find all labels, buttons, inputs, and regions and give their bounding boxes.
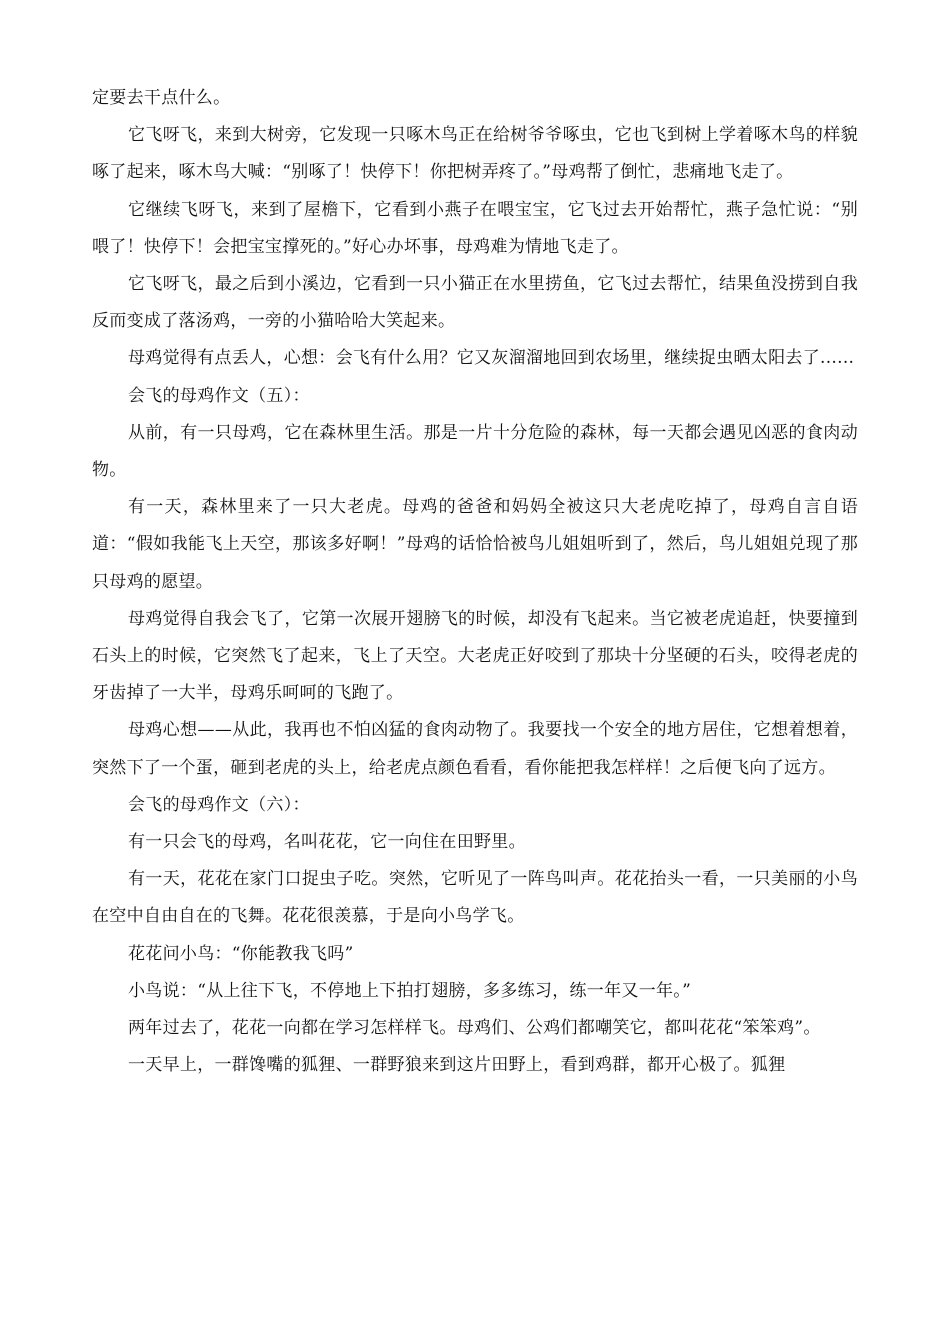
paragraph: 从前，有一只母鸡，它在森林里生活。那是一片十分危险的森林，每一天都会遇见凶恶的食肉动物。 [92,422,858,481]
paragraph: 有一天，花花在家门口捉虫子吃。突然，它听见了一阵鸟叫声。花花抬头一看，一只美丽的小鸟在空中自由自在的飞舞。花花很羡慕，于是向小鸟学飞。 [92,869,858,927]
section-heading: 会飞的母鸡作文（五）： [128,385,310,406]
document-page [92,80,858,1084]
paragraph: 母鸡心想——从此，我再也不怕凶猛的食肉动物了。我要找一个安全的地方居住，它想着想着，突然下了一个蛋，砸到老虎的头上，给老虎点颜色看看，看你能把我怎样样！之后便飞向了远方。 [92,720,858,778]
paragraph: 有一只会飞的母鸡，名叫花花，它一向住在田野里。 [128,832,526,853]
paragraph: 它飞呀飞，来到大树旁，它发现一只啄木鸟正在给树爷爷啄虫，它也飞到树上学着啄木鸟的样貌啄了起来，啄木鸟大喊：“别啄了！快停下！你把树弄疼了。”母鸡帮了倒忙，悲痛地飞走了。 [92,125,858,183]
paragraph: 母鸡觉得自我会飞了，它第一次展开翅膀飞的时候，却没有飞起来。当它被老虎追赶，快要撞到石头上的时候，它突然飞了起来，飞上了天空。大老虎正好咬到了那块十分坚硬的石头，咬得老虎的牙齿掉了一大半，母鸡乐呵呵的飞跑了。 [92,608,858,704]
paragraph: 定要去干点什么。 [92,88,231,108]
section-heading: 会飞的母鸡作文（六）： [128,794,310,815]
paragraph: 一天早上，一群馋嘴的狐狸、一群野狼来到这片田野上，看到鸡群，都开心极了。狐狸 [128,1055,786,1076]
paragraph: 它飞呀飞，最之后到小溪边，它看到一只小猫正在水里捞鱼，它飞过去帮忙，结果鱼没捞到自我反而变成了落汤鸡，一旁的小猫哈哈大笑起来。 [92,274,858,332]
paragraph: 它继续飞呀飞，来到了屋檐下，它看到小燕子在喂宝宝，它飞过去开始帮忙，燕子急忙说：“别喂了！快停下！会把宝宝撑死的。”好心办坏事，母鸡难为情地飞走了。 [92,199,858,257]
paragraph: 两年过去了，花花一向都在学习怎样样飞。母鸡们、公鸡们都嘲笑它，都叫花花“笨笨鸡”。 [128,1018,821,1039]
paragraph: 有一天，森林里来了一只大老虎。母鸡的爸爸和妈妈全被这只大老虎吃掉了，母鸡自言自语道：“假如我能飞上天空，那该多好啊！”母鸡的话恰恰被鸟儿姐姐听到了，然后，鸟儿姐姐兑现了那只母鸡的愿望。 [92,497,858,592]
paragraph: 母鸡觉得有点丢人，心想：会飞有什么用？它又灰溜溜地回到农场里，继续捉虫晒太阳去了...... [128,348,855,369]
paragraph: 花花问小鸟：“你能教我飞吗” [128,943,354,964]
paragraph: 小鸟说：“从上往下飞，不停地上下拍打翅膀，多多练习，练一年又一年。” [128,980,692,1001]
